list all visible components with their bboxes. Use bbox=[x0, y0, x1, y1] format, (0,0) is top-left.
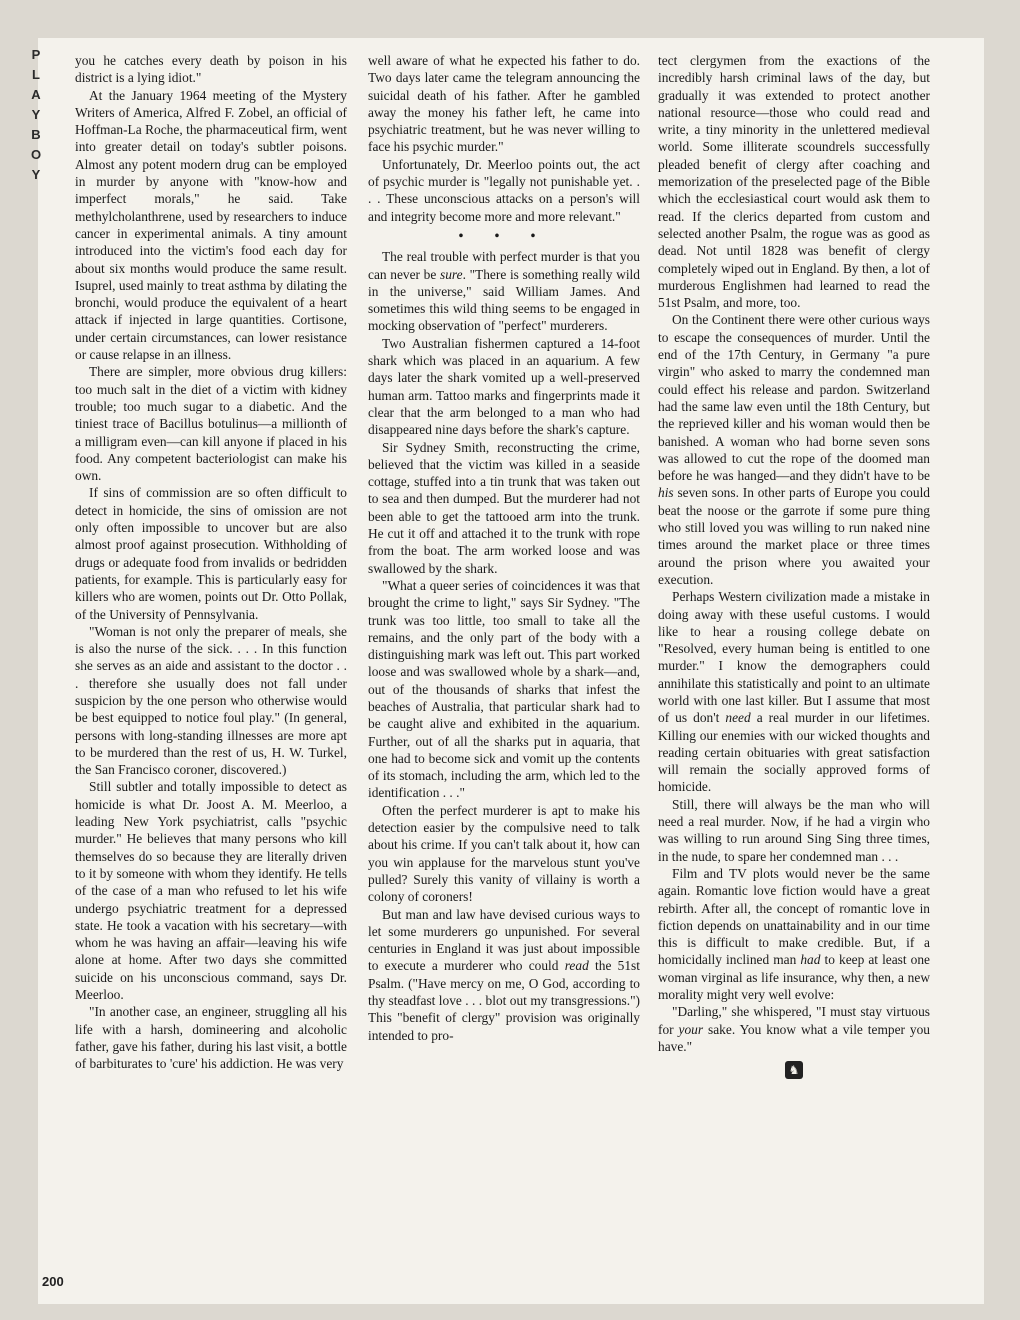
emphasis: read bbox=[564, 958, 589, 974]
emphasis: sure bbox=[439, 266, 463, 282]
paragraph: There are simpler, more obvious drug killers: too much salt in the diet of a victim with kidney trouble; too much sugar to a diabetic. And the tiniest trace of Bacillus botulinus—a millionth of a milligram even—can kill anyone if placed in his food. Any competent bacteriologist can make his own. bbox=[75, 364, 347, 484]
paragraph: Unfortunately, Dr. Meerloo points out, the act of psychic murder is "legally not punishable yet. . . . These unconscious attacks on a person's will and integrity become more and more relevant." bbox=[368, 156, 640, 224]
paragraph: Still subtler and totally impossible to detect as homicide is what Dr. Joost A. M. Meerloo, a leading New York psychiatrist, calls "psychic murder." He believes that many persons who kill themselves do so because they are literally driven to it by someone with whom they identify. He tells of the case of a man who refused to let his wife undergo psychiatric treatment for a depressed state. He took a vacation with his secretary—with whom he was having an affair—leaving his wife alone at home. After two days she committed suicide on his unconscious command, says Dr. Meerloo. bbox=[75, 779, 347, 1003]
emphasis: had bbox=[800, 952, 821, 968]
paragraph: Still, there will always be the man who will need a real murder. Now, if he had a virgin who was willing to run around Sing Sing three times, in the nude, to spare her condemned man . . . bbox=[658, 796, 930, 864]
paragraph: Often the perfect murderer is apt to make his detection easier by the compulsive need to talk about his crime. If you can't talk about it, how can you win applause for the marvelous stunt you've pulled? Surely this vanity of villainy is worth a colony of coroners! bbox=[368, 802, 640, 905]
paragraph: tect clergymen from the exactions of the incredibly harsh criminal laws of the day, but gradually it was extended to protect another national resource—those who could read and write, a tiny minority in the unlettered medieval world. Some illiterate scoundrels successfully pleaded benefit of clergy after coaching and memorization of the preselected page of the Bible which the ecclesiastical court would ask them to read. If the clerics departed from custom and selected another Psalm, the rogue was as good as dead. Not until 1828 was benefit of clergy completely wiped out in England. By then, a lot of murderous Englishmen had learned to read the 51st Psalm, and more, too. bbox=[658, 53, 930, 311]
article-column-2 bbox=[368, 52, 640, 1044]
section-break: • • • bbox=[458, 227, 550, 243]
paragraph: "Darling," she whispered, "I must stay virtuous for your sake. You know what a vile temper you have." bbox=[658, 1004, 930, 1054]
paragraph: well aware of what he expected his father to do. Two days later came the telegram announcing the suicidal death of his father. After he gambled away the money his father left, he came into psychiatric treatment, but he was never willing to face his psychic murder." bbox=[368, 53, 640, 155]
paragraph: On the Continent there were other curious ways to escape the consequences of murder. Until the end of the 17th Century, in Germany "a pure virgin" who asked to marry the condemned man could effect his release and pardon. Switzerland had the same law even until the 18th Century, but the reprieved killer and his woman would then be banished. A woman who had borne seven sons was allowed to cut the rope of the doomed man before he was hanged—and they didn't have to be his seven sons. In other parts of Europe you could beat the noose or the garrote if some pure thing who still loved you was willing to run naked nine times around the market place or three times around the prison where you awaited your execution. bbox=[658, 312, 930, 587]
paragraph: At the January 1964 meeting of the Mystery Writers of America, Alfred F. Zobel, an official of Hoffman-La Roche, the pharmaceutical firm, went into greater detail on today's subtler poisons. Almost any potent modern drug can be employed in murder by anyone with "know-how and imperfect morals," he said. Take methylcholanthrene, used by researchers to induce cancer in experimental animals. A tiny amount introduced into the victim's food each day for about six months would produce the same result. Isuprel, used mainly to treat asthma by dilating the bronchi, would produce the equivalent of a heart attack if injected in large quantities. Cortisone, under certain circumstances, can lower resistance or cause relapse in an illness. bbox=[75, 87, 347, 363]
paragraph: "In another case, an engineer, struggling all his life with a harsh, domineering and alcoholic father, gave his father, during his last visit, a bottle of barbiturates to 'cure' his addiction. He was very bbox=[75, 1004, 347, 1072]
logo-letter: L bbox=[32, 67, 40, 82]
article-column-3 bbox=[658, 52, 930, 1079]
emphasis: your bbox=[678, 1021, 704, 1037]
logo-letter: P bbox=[31, 47, 41, 62]
emphasis: his bbox=[658, 485, 674, 501]
paragraph: If sins of commission are so often difficult to detect in homicide, the sins of omission are not only often impossible to uncover but are also almost proof against prosecution. Withholding of drugs or adequate food from invalids or bedridden patients, for example. This is particularly easy for killers who are women, points out Dr. Otto Pollak, of the University of Pennsylvania. bbox=[75, 485, 347, 622]
paragraph: "What a queer series of coincidences it was that brought the crime to light," says Sir Sydney. "The trunk was too little, too small to take all the remains, and the only part of the body with a distinguishing mark was left out. This part worked loose and was swallowed whole by a shark—and, out of the thousands of sharks that infest the beaches of Australia, that particular shark had to be caught alive and exhibited in the aquarium. Further, out of all the sharks put in aquaria, that one had to become sick and vomit up the contents of its stomach, including the arm, which led to the identification . . ." bbox=[368, 577, 640, 801]
logo-letter: Y bbox=[31, 107, 41, 122]
paragraph: Sir Sydney Smith, reconstructing the crime, believed that the victim was killed in a seaside cottage, stuffed into a tin trunk that was taken out to sea and then dumped. But the murderer had not been able to get the tattooed arm into the trunk. He cut it off and attached it to the trunk with rope from the boat. The arm worked loose and was swallowed by the shark. bbox=[368, 439, 640, 576]
paragraph: "Woman is not only the preparer of meals, she is also the nurse of the sick. . . . In this function she serves as an aide and assistant to the doctor . . . therefore she usually does not fall under suspicion by the one person who otherwise would be best equipped to notice foul play." (In general, persons with long-standing illnesses are more apt to be murdered than the rest of us, H. W. Turkel, the San Francisco coroner, discovered.) bbox=[75, 623, 347, 778]
paragraph: But man and law have devised curious ways to let some murderers go unpunished. For several centuries in England it was just about impossible to execute a murderer who could read the 51st Psalm. ("Have mercy on me, O God, according to thy steadfast love . . . blot out my transgressions.") This "benefit of clergy" provision was originally intended to pro- bbox=[368, 906, 640, 1043]
page-number: 200 bbox=[42, 1274, 64, 1289]
paragraph: you he catches every death by poison in his district is a lying idiot." bbox=[75, 53, 347, 86]
logo-letter: B bbox=[31, 127, 41, 142]
logo-letter: O bbox=[30, 147, 42, 162]
paragraph: Film and TV plots would never be the same again. Romantic love fiction would have a great rebirth. After all, the concept of romantic love in fiction depends on unattainability and in our time this is difficult to make credible. But, if a homicidally inclined man had to keep at least one woman virginal as life insurance, why then, a new morality might very well evolve: bbox=[658, 865, 931, 1003]
logo-letter: A bbox=[31, 87, 41, 102]
emphasis: need bbox=[725, 710, 751, 726]
paragraph: The real trouble with perfect murder is that you can never be sure. "There is something really wild in the universe," said William James. And sometimes this wild thing seems to be engaged in mocking observation of "perfect" murderers. bbox=[368, 249, 640, 334]
logo-letter: Y bbox=[31, 167, 41, 182]
article-column-1 bbox=[75, 52, 347, 1073]
rabbit-head-icon: ♞ bbox=[785, 1061, 803, 1079]
paragraph: Perhaps Western civilization made a mistake in doing away with these useful customs. I would like to hear a rousing college debate on "Resolved, every human being is entitled to one murder." I know the demographers could annihilate this statistically and point to an ultimate world with one last killer. But I assume that most of us don't need a real murder in our lifetimes. Killing our enemies with our wicked thoughts and reading certain obituaries with great satisfaction will remain the socially approved forms of homicide. bbox=[658, 589, 930, 795]
paragraph: Two Australian fishermen captured a 14-foot shark which was placed in an aquarium. A few days later the shark vomited up a well-preserved human arm. Tattoo marks and fingerprints made it clear that the arm belonged to a man who had disappeared nine days before the shark's capture. bbox=[368, 335, 640, 438]
magazine-logo bbox=[28, 45, 44, 185]
